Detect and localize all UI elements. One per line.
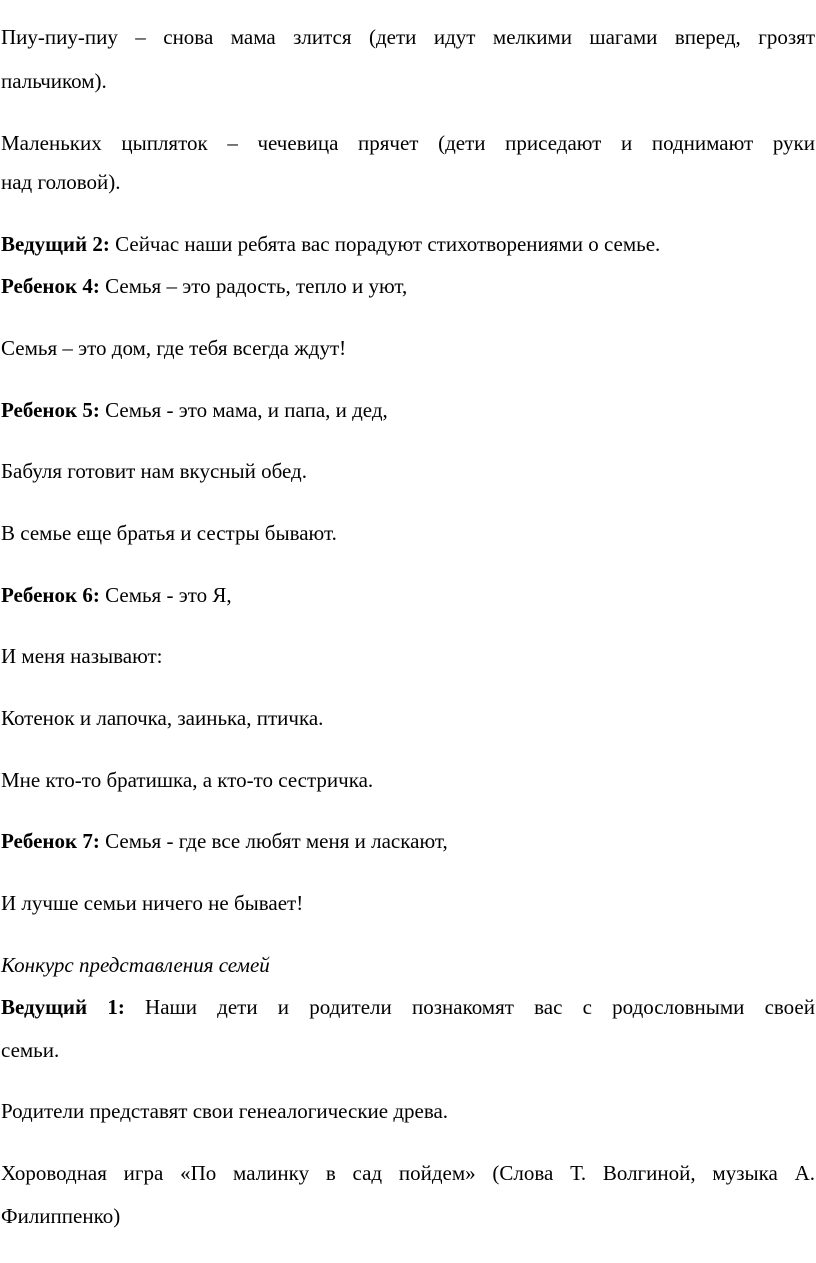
paragraph-text: Сейчас наши ребята вас порадуют стихотворениями о семье.: [109, 232, 661, 256]
paragraph-6: [1, 398, 815, 423]
speaker-label: Ребенок 6:: [1, 583, 100, 607]
speaker-label: Ребенок 5:: [1, 398, 100, 422]
paragraph-14: И лучше семьи ничего не бывает!: [1, 891, 304, 915]
paragraph-1-line-1: Пиу-пиу-пиу – снова мама злится (дети идут мелкими шагами вперед, грозят: [1, 25, 815, 49]
paragraph-16-line-1: [1, 995, 815, 1020]
speaker-label: Ведущий 1:: [1, 995, 125, 1019]
paragraph-17: Родители представят свои генеалогические древа.: [1, 1099, 449, 1123]
paragraph-16-line-2: семьи.: [1, 1038, 60, 1062]
paragraph-2-line-1: Маленьких цыпляток – чечевица прячет (дети приседают и поднимают руки: [1, 131, 815, 155]
paragraph-12: Мне кто-то братишка, а кто-то сестричка.: [1, 768, 374, 792]
paragraph-7: Бабуля готовит нам вкусный обед.: [1, 459, 307, 483]
paragraph-9: [1, 583, 815, 608]
paragraph-text: Семья - где все любят меня и ласкают,: [99, 829, 448, 853]
paragraph-5: Семья – это дом, где тебя всегда ждут!: [1, 336, 347, 360]
paragraph-3: [1, 232, 815, 257]
paragraph-text: Семья - это мама, и папа, и дед,: [99, 398, 388, 422]
paragraph-1-line-2: пальчиком).: [1, 69, 107, 93]
paragraph-18-line-1: Хороводная игра «По малинку в сад пойдем» (Слова Т. Волгиной, музыка А.: [1, 1161, 815, 1185]
paragraph-text: Семья - это Я,: [99, 583, 232, 607]
paragraph-text: Семья – это радость, тепло и уют,: [99, 274, 408, 298]
speaker-label: Ребенок 7:: [1, 829, 100, 853]
section-heading: Конкурс представления семей: [1, 953, 270, 977]
paragraph-4: [1, 274, 815, 299]
speaker-label: Ребенок 4:: [1, 274, 100, 298]
paragraph-10: И меня называют:: [1, 644, 163, 668]
paragraph-11: Котенок и лапочка, заинька, птичка.: [1, 706, 324, 730]
speaker-label: Ведущий 2:: [1, 232, 110, 256]
paragraph-18-line-2: Филиппенко): [1, 1204, 121, 1228]
paragraph-8: В семье еще братья и сестры бывают.: [1, 521, 337, 545]
paragraph-text: Наши дети и родители познакомят вас с родословными своей: [145, 995, 815, 1019]
paragraph-13: [1, 829, 815, 854]
paragraph-2-line-2: над головой).: [1, 170, 121, 194]
